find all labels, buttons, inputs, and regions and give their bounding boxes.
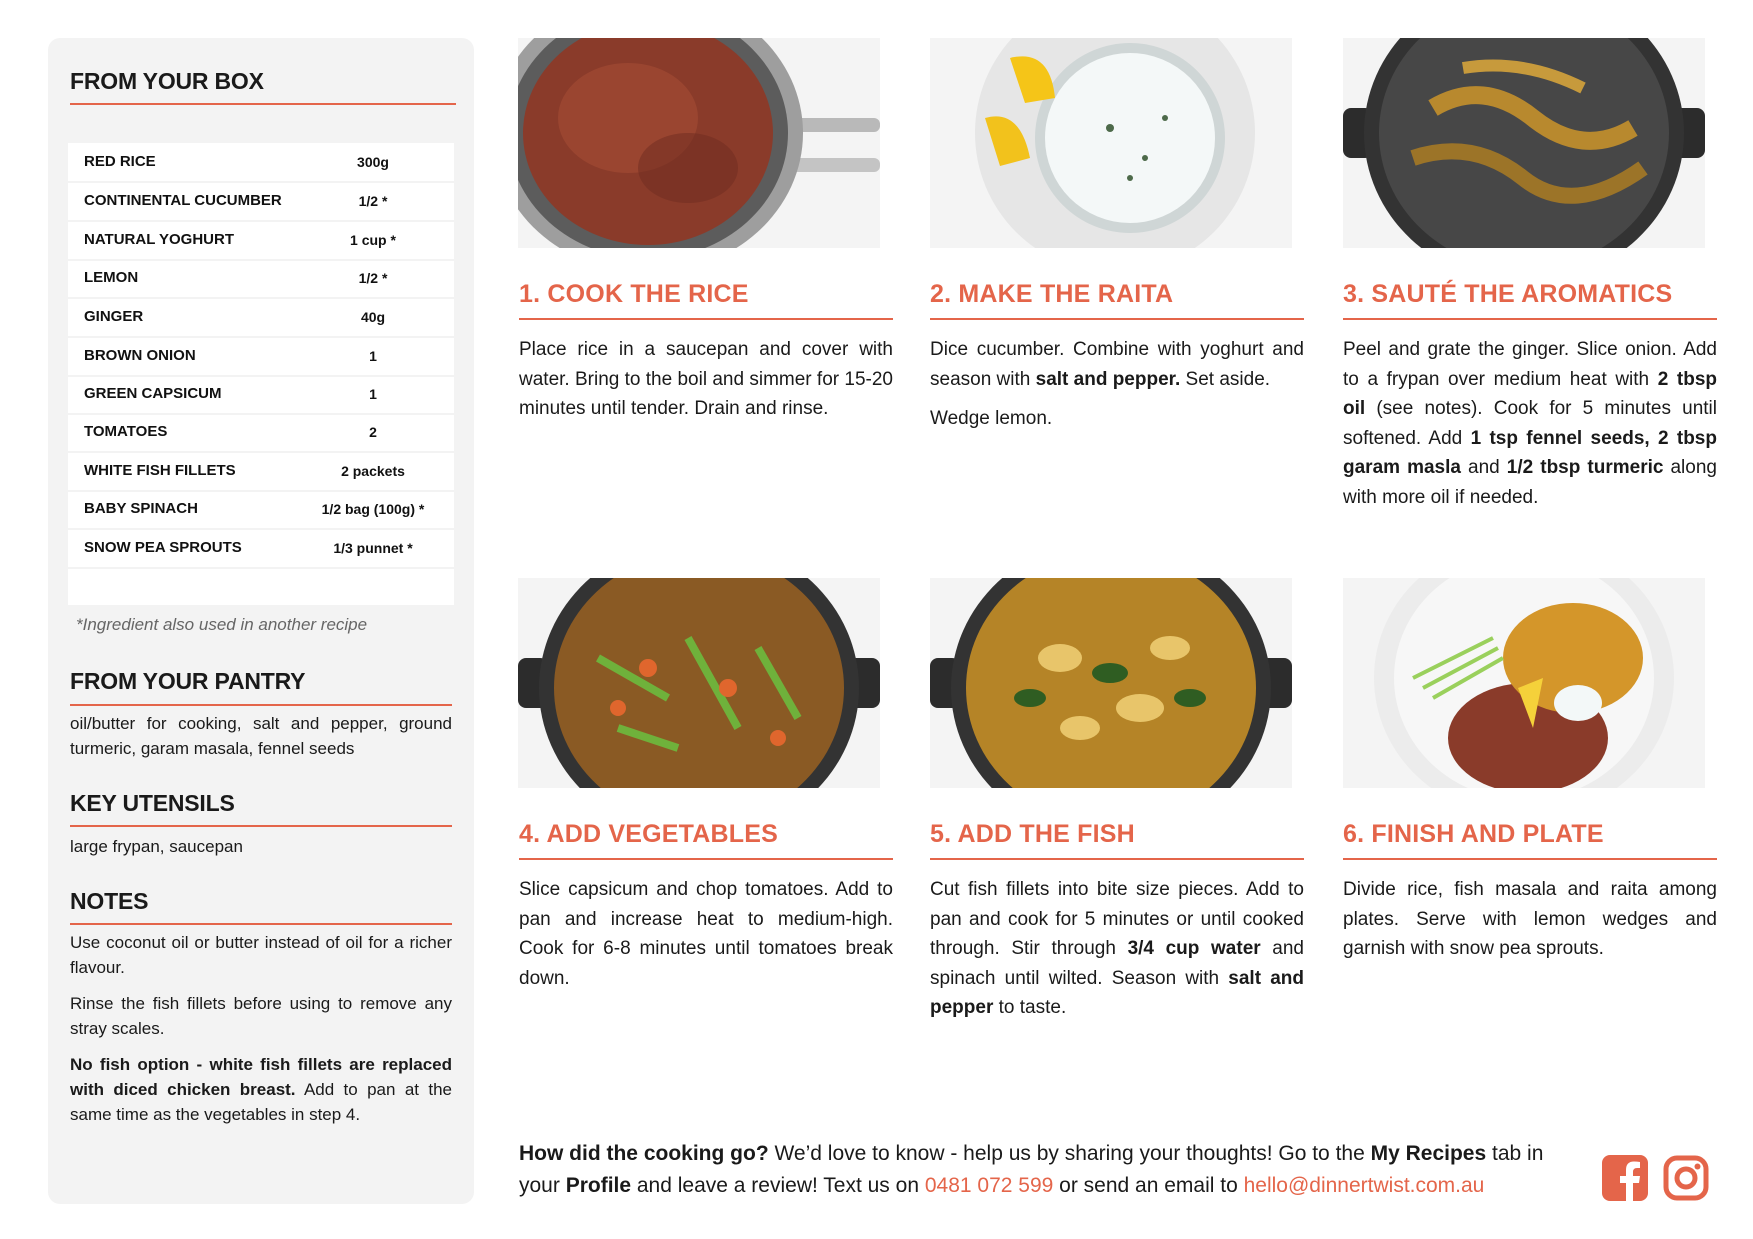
instagram-icon[interactable] bbox=[1663, 1155, 1709, 1201]
ingredient-row: CONTINENTAL CUCUMBER 1/2 * bbox=[68, 182, 454, 222]
divider bbox=[70, 704, 452, 706]
step-3-title: 3. SAUTÉ THE AROMATICS bbox=[1343, 280, 1673, 308]
divider bbox=[70, 825, 452, 827]
step-5-text: Cut fish fillets into bite size pieces. Add to pan and cook for 5 minutes or until cooked through. Stir through 3/4 cup water and spinach until wilted. Season with salt and pepper to taste. bbox=[930, 879, 1304, 1018]
step-4-photo bbox=[518, 578, 880, 788]
divider bbox=[1343, 318, 1717, 320]
ingredient-row: BROWN ONION 1 bbox=[68, 337, 454, 377]
step-5-photo bbox=[930, 578, 1292, 788]
ingredient-row: LEMON 1/2 * bbox=[68, 259, 454, 299]
step-5-title: 5. ADD THE FISH bbox=[930, 820, 1135, 848]
pantry-title: FROM YOUR PANTRY bbox=[70, 668, 306, 694]
pantry-text: oil/butter for cooking, salt and pepper, ground turmeric, garam masala, fennel seeds bbox=[70, 714, 452, 758]
step-1-title: 1. COOK THE RICE bbox=[519, 280, 749, 308]
box-title: FROM YOUR BOX bbox=[70, 68, 264, 94]
divider bbox=[70, 103, 456, 105]
utensils-title: KEY UTENSILS bbox=[70, 790, 235, 816]
feedback-footer: How did the cooking go? We’d love to know - help us by sharing your thoughts! Go to the My Recipes tab in your Profile and leave a review! Text us on 0481 072 599 or send an email to hello@dinnertwist.com.au bbox=[519, 1142, 1544, 1197]
step-2-text: Dice cucumber. Combine with yoghurt and season with salt and pepper. Set aside. Wedge lemon. bbox=[930, 339, 1304, 429]
divider bbox=[519, 858, 893, 860]
ingredient-row: NATURAL YOGHURT 1 cup * bbox=[68, 221, 454, 261]
ingredients-sidebar bbox=[48, 38, 474, 1204]
divider bbox=[1343, 858, 1717, 860]
step-1-text: Place rice in a saucepan and cover with water. Bring to the boil and simmer for 15-20 minutes until tender. Drain and rinse. bbox=[519, 339, 893, 419]
step-1-photo bbox=[518, 38, 880, 248]
divider bbox=[930, 318, 1304, 320]
step-6-title: 6. FINISH AND PLATE bbox=[1343, 820, 1604, 848]
ingredient-row: RED RICE 300g bbox=[68, 143, 454, 183]
note-3: No fish option - white fish fillets are replaced with diced chicken breast. Add to pan at the same time as the vegetables in step 4. bbox=[70, 1055, 452, 1124]
step-2-photo bbox=[930, 38, 1292, 248]
step-6-text: Divide rice, fish masala and raita among plates. Serve with lemon wedges and garnish with snow pea sprouts. bbox=[1343, 879, 1717, 959]
step-3-photo bbox=[1343, 38, 1705, 248]
ingredient-row: GREEN CAPSICUM 1 bbox=[68, 375, 454, 415]
divider bbox=[519, 318, 893, 320]
notes-title: NOTES bbox=[70, 888, 149, 914]
ingredient-row: GINGER 40g bbox=[68, 298, 454, 338]
ingredient-row: TOMATOES 2 bbox=[68, 413, 454, 453]
step-2-title: 2. MAKE THE RAITA bbox=[930, 280, 1174, 308]
step-4-text: Slice capsicum and chop tomatoes. Add to pan and increase heat to medium-high. Cook for 6-8 minutes until tomatoes break down. bbox=[519, 879, 893, 989]
step-4-title: 4. ADD VEGETABLES bbox=[519, 820, 778, 848]
footnote: *Ingredient also used in another recipe bbox=[76, 615, 368, 634]
note-1: Use coconut oil or butter instead of oil for a richer flavour. bbox=[70, 933, 452, 977]
ingredient-row: SNOW PEA SPROUTS 1/3 punnet * bbox=[68, 529, 454, 569]
email-link[interactable]: hello@dinnertwist.com.au bbox=[1243, 1174, 1485, 1197]
divider bbox=[930, 858, 1304, 860]
facebook-icon[interactable] bbox=[1602, 1155, 1648, 1201]
ingredient-row: BABY SPINACH 1/2 bag (100g) * bbox=[68, 490, 454, 530]
step-3-text: Peel and grate the ginger. Slice onion. Add to a frypan over medium heat with 2 tbsp oil (see notes). Cook for 5 minutes until softened. Add 1 tsp fennel seeds, 2 tbsp garam masla and 1/2 tbsp turmeric along with more oil if needed. bbox=[1343, 339, 1717, 508]
ingredient-row: WHITE FISH FILLETS 2 packets bbox=[68, 452, 454, 492]
step-6-photo bbox=[1343, 578, 1705, 788]
phone-link[interactable]: 0481 072 599 bbox=[924, 1174, 1054, 1197]
ingredients-table bbox=[68, 143, 454, 605]
note-2: Rinse the fish fillets before using to remove any stray scales. bbox=[70, 994, 452, 1038]
divider bbox=[70, 923, 452, 925]
utensils-text: large frypan, saucepan bbox=[70, 837, 243, 856]
